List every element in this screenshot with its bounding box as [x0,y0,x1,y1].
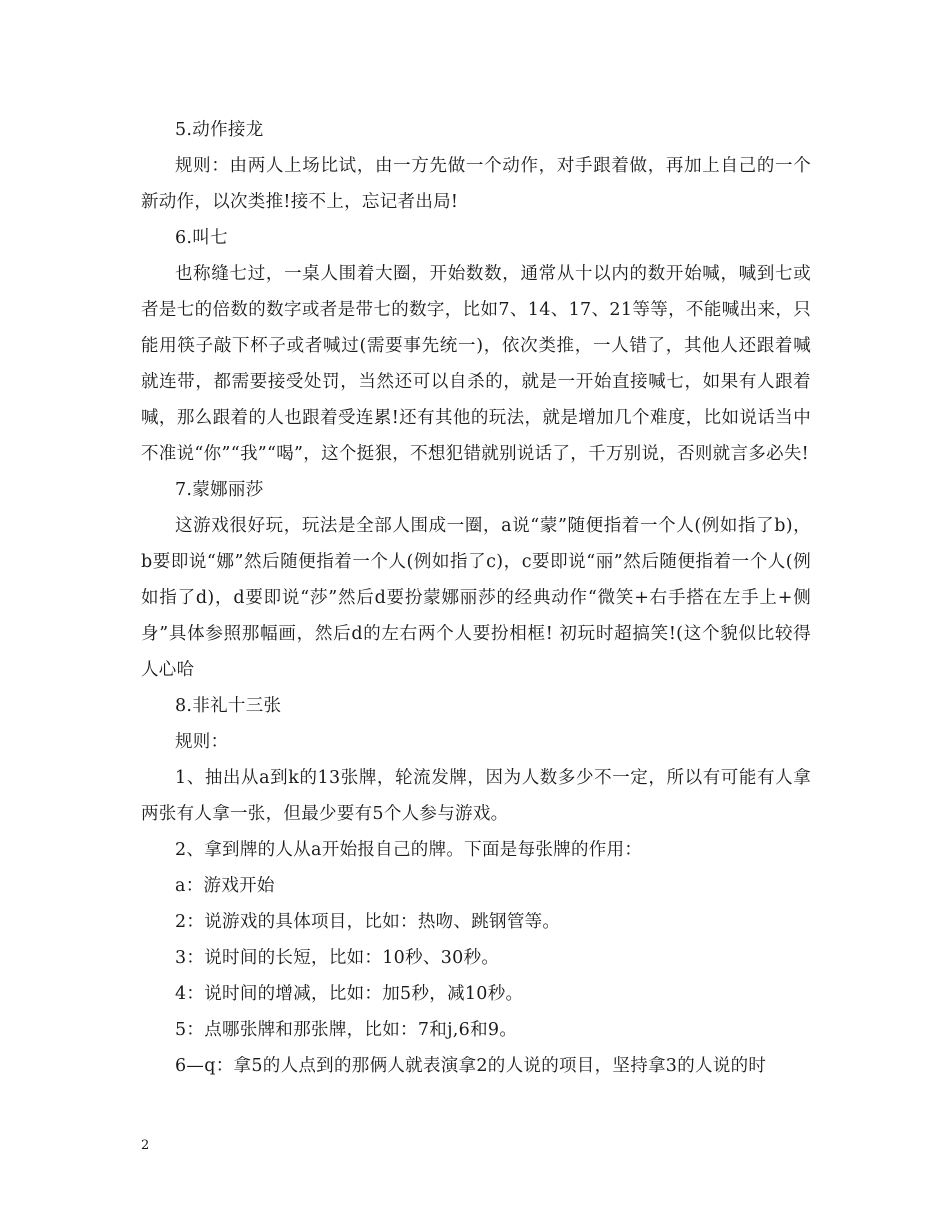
paragraph-rule-1: 1、抽出从a到k的13张牌，轮流发牌，因为人数多少不一定，所以有可能有人拿两张有人拿一张，但最少要有5个人参与游戏。 [141,768,811,824]
list-item-card-3: 3：说时间的长短，比如：10秒、30秒。 [175,948,500,968]
list-item-card-a: a：游戏开始 [175,876,275,896]
list-item-card-5: 5：点哪张牌和那张牌，比如：7和j,6和9。 [175,1020,518,1040]
list-item-card-2: 2：说游戏的具体项目，比如：热吻、跳钢管等。 [175,912,561,932]
list-item-card-4: 4：说时间的增减，比如：加5秒，减10秒。 [175,984,524,1004]
heading-8-feili-shisanzhang: 8.非礼十三张 [175,696,282,716]
heading-5-dongzuo-jielong: 5.动作接龙 [175,120,264,140]
paragraph-rule-2: 2、拿到牌的人从a开始报自己的牌。下面是每张牌的作用： [175,840,643,860]
paragraph-mengnalisha: 这游戏很好玩，玩法是全部人围成一圈，a说“蒙”随便指着一个人(例如指了b)，b要即说“娜”然后随便指着一个人(例如指了c)，c要即说“丽”然后随便指着一个人(例如指了d)，d要即说“莎”然后d要扮蒙娜丽莎的经典动作“微笑+右手搭在左手上+侧身”具体参照那幅画，然后d的左右两个人要扮相框! 初玩时超搞笑!(这个貌似比较得人心哈 [141,516,811,680]
paragraph-rules-label: 规则： [175,732,229,752]
heading-6-jiaoqi: 6.叫七 [175,228,228,248]
paragraph-jiaoqi: 也称缝七过，一桌人围着大圈，开始数数，通常从十以内的数开始喊，喊到七或者是七的倍数的数字或者是带七的数字，比如7、14、17、21等等，不能喊出来，只能用筷子敲下杯子或者喊过(需要事先统一)，依次类推，一人错了，其他人还跟着喊就连带，都需要接受处罚，当然还可以自杀的，就是一开始直接喊七，如果有人跟着喊，那么跟着的人也跟着受连累!还有其他的玩法，就是增加几个难度，比如说话当中不准说“你”“我”“喝”，这个挺狠，不想犯错就别说话了，千万别说，否则就言多必失! [141,264,811,464]
document-body [141,112,811,1084]
list-item-card-6-q: 6—q：拿5的人点到的那俩人就表演拿2的人说的项目，坚持拿3的人说的时 [175,1056,767,1076]
paragraph-rules-5: 规则：由两人上场比试，由一方先做一个动作，对手跟着做，再加上自己的一个新动作，以次类推!接不上，忘记者出局! [141,156,811,212]
page-number: 2 [141,1138,150,1153]
heading-7-mengnalisha: 7.蒙娜丽莎 [175,480,264,500]
